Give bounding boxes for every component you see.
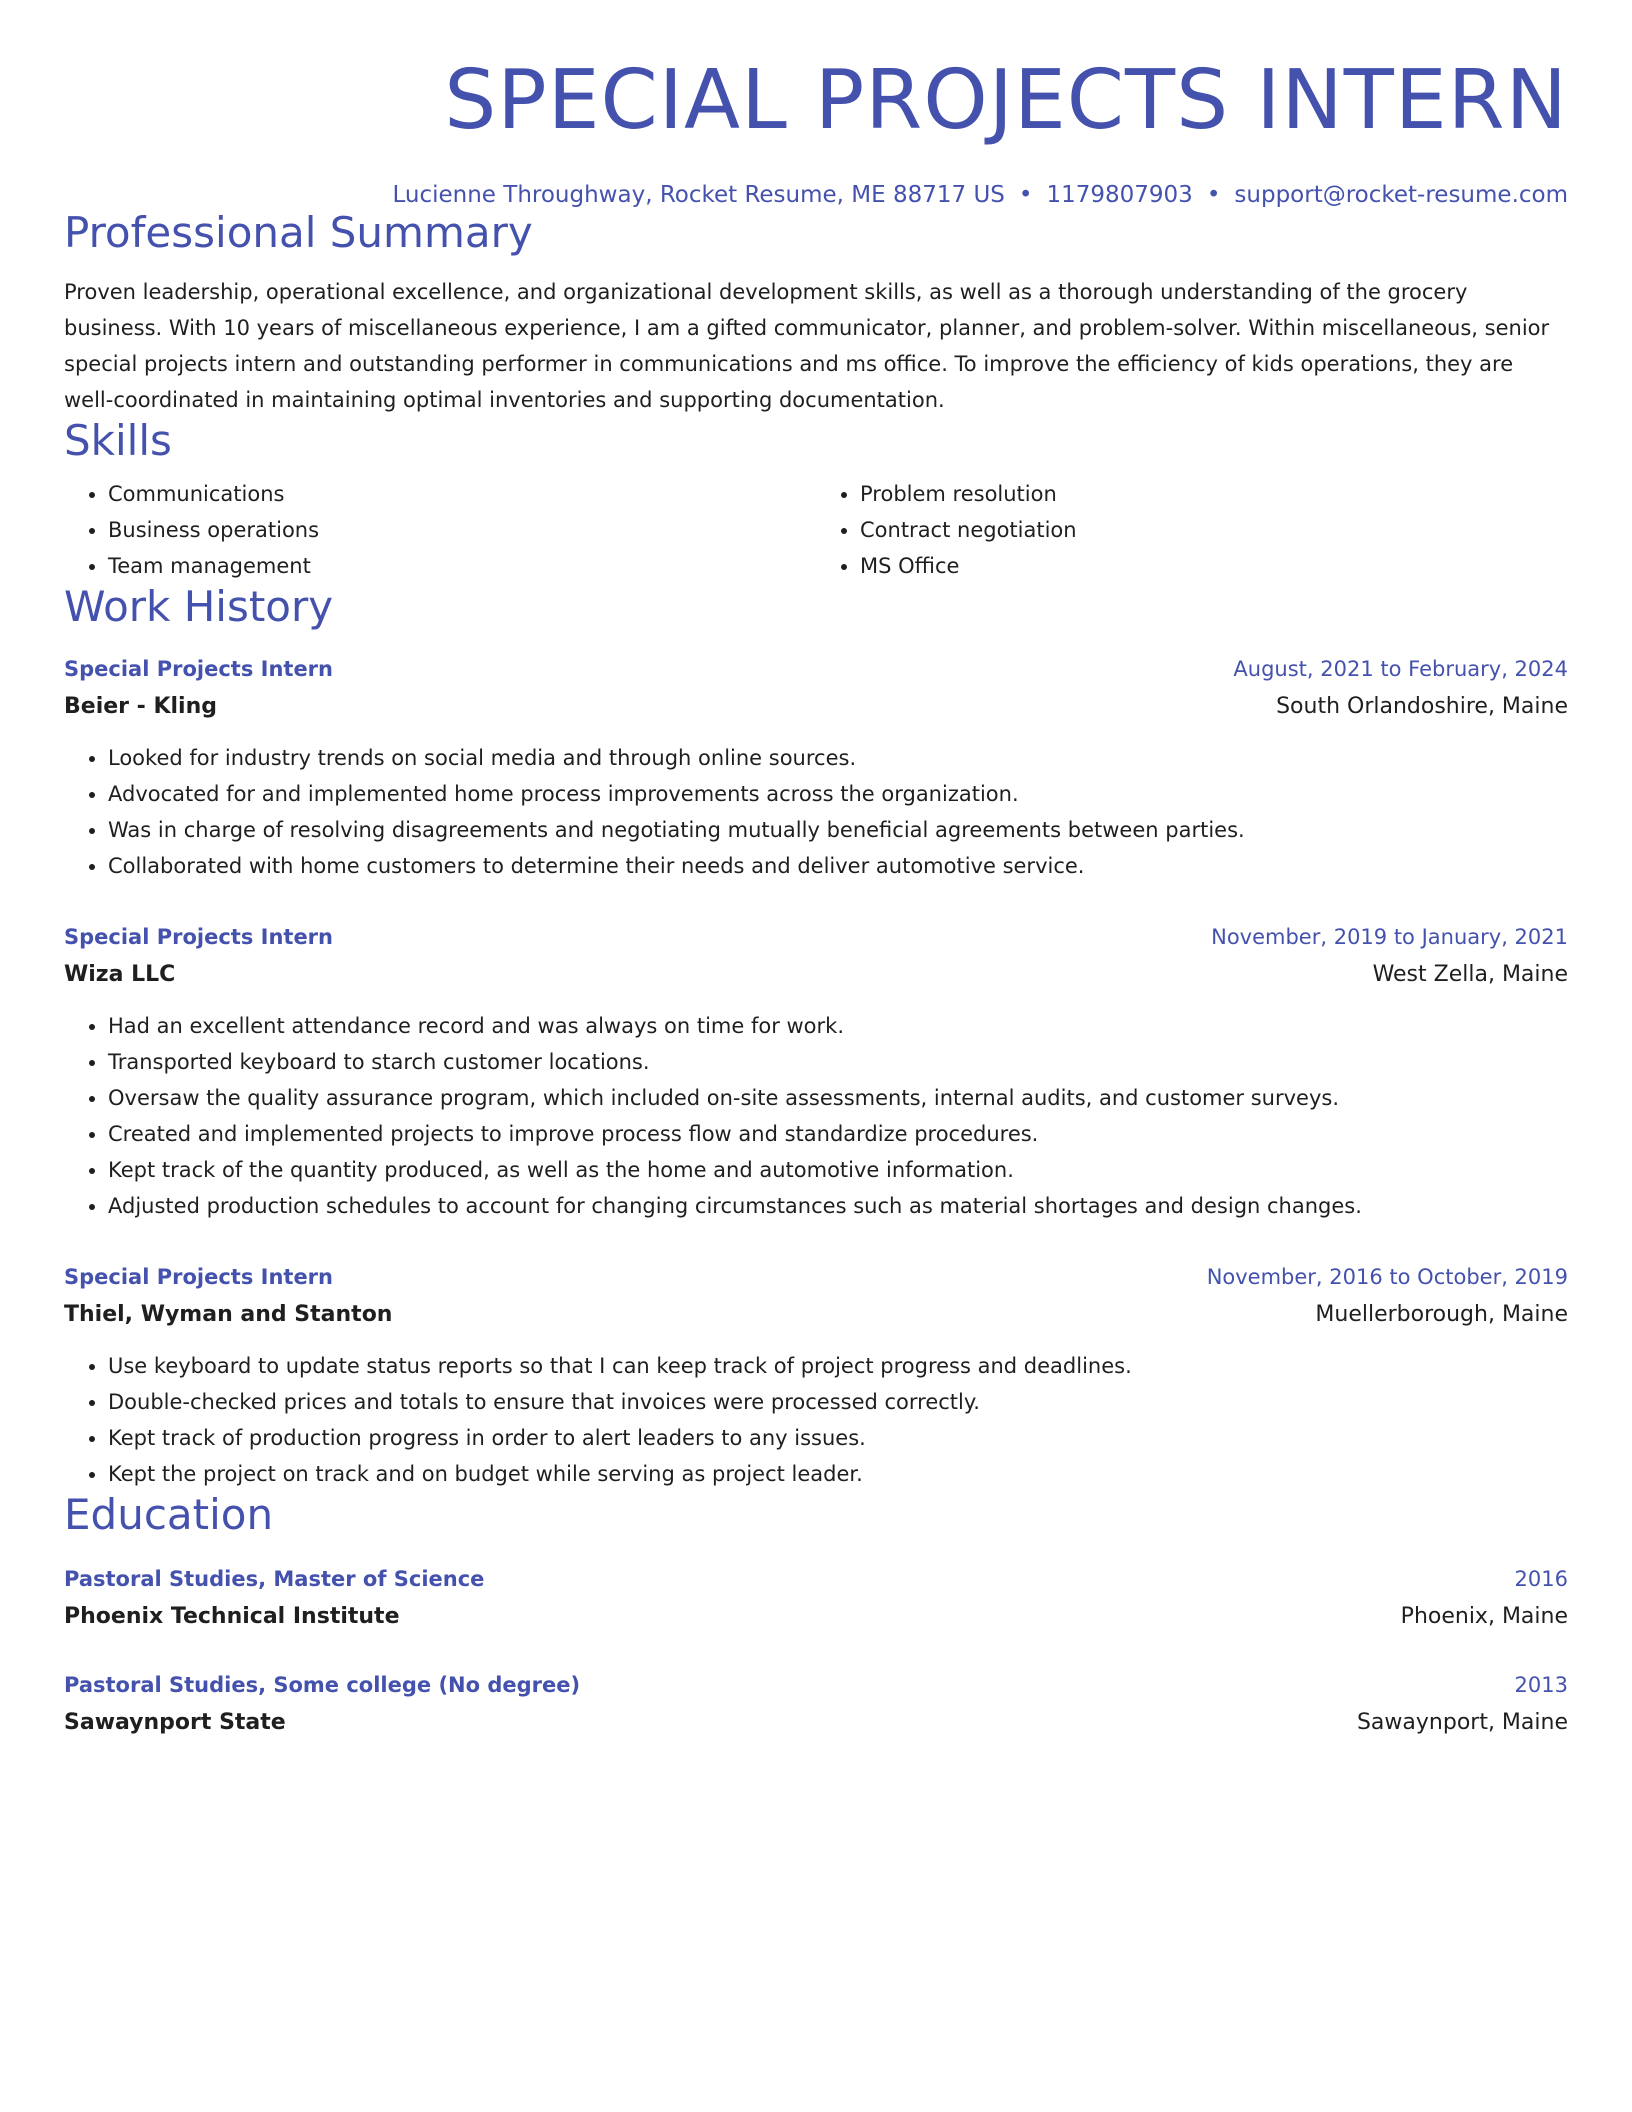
contact-separator: •: [1206, 182, 1221, 208]
education-header-row: [64, 1666, 1568, 1704]
education-entry: [64, 1666, 1568, 1742]
summary-text: Proven leadership, operational excellence, and organizational development skills, as well as a thorough understanding of the grocery business. With 10 years of miscellaneous experience, I am a gifted communicator, planner, and problem-solver. Within miscellaneous, senior special projects intern and outstanding performer in communications and ms office. To improve the efficiency of kids operations, they are well-coordinated in maintaining optimal inventories and supporting documentation.: [64, 279, 1550, 412]
education-year: 2016: [1514, 1567, 1568, 1592]
education-school: Phoenix Technical Institute: [64, 1604, 400, 1630]
education-heading: Education: [64, 1490, 274, 1540]
job-bullet: • Was in charge of resolving disagreements and negotiating mutually beneficial agreements between parties.: [108, 812, 1568, 848]
contact-address: Lucienne Throughway, Rocket Resume, ME 88717 US: [392, 182, 1005, 208]
job-header-row: [64, 1258, 1568, 1296]
job-bullet: • Kept track of production progress in order to alert leaders to any issues.: [108, 1420, 1568, 1456]
job-role: Special Projects Intern: [64, 657, 333, 682]
job-bullet: • Collaborated with home customers to determine their needs and deliver automotive service.: [108, 848, 1568, 884]
education-entry: [64, 1560, 1568, 1636]
contact-email: support@rocket-resume.com: [1234, 182, 1568, 208]
job-location: West Zella, Maine: [1372, 962, 1568, 988]
skills-column-right: [816, 476, 1568, 584]
education-location: Sawaynport, Maine: [1356, 1710, 1568, 1736]
summary-heading: Professional Summary: [64, 207, 533, 257]
job-bullet: • Kept the project on track and on budget while serving as project leader.: [108, 1456, 1568, 1492]
skills-column-left: [64, 476, 816, 584]
job-role: Special Projects Intern: [64, 925, 333, 950]
skill-item: • Problem resolution: [860, 476, 1568, 512]
job-bullet: • Oversaw the quality assurance program, which included on-site assessments, internal audits, and customer surveys.: [108, 1080, 1568, 1116]
job-bullet: • Double-checked prices and totals to ensure that invoices were processed correctly.: [108, 1384, 1568, 1420]
skill-item: • Communications: [108, 476, 816, 512]
job-company: Thiel, Wyman and Stanton: [64, 1302, 393, 1328]
education-school: Sawaynport State: [64, 1710, 286, 1736]
education-degree: Pastoral Studies, Some college (No degree): [64, 1673, 581, 1698]
job-header-row: [64, 650, 1568, 688]
education-year: 2013: [1514, 1673, 1568, 1698]
education-school-row: [64, 1598, 1568, 1636]
skill-item: • Contract negotiation: [860, 512, 1568, 548]
job-company-row: [64, 1296, 1568, 1334]
job-bullets: [64, 1008, 1568, 1224]
job-entry: [64, 1258, 1568, 1492]
job-company-row: [64, 688, 1568, 726]
job-bullet: • Had an excellent attendance record and was always on time for work.: [108, 1008, 1568, 1044]
job-company-row: [64, 956, 1568, 994]
education-degree: Pastoral Studies, Master of Science: [64, 1567, 485, 1592]
job-role: Special Projects Intern: [64, 1265, 333, 1290]
job-bullets: [64, 1348, 1568, 1492]
job-bullet: • Kept track of the quantity produced, as well as the home and automotive information.: [108, 1152, 1568, 1188]
contact-separator: •: [1018, 182, 1033, 208]
skills-list: [64, 476, 1568, 584]
job-bullet: • Looked for industry trends on social media and through online sources.: [108, 740, 1568, 776]
job-bullet: • Advocated for and implemented home process improvements across the organization.: [108, 776, 1568, 812]
contact-phone: 1179807903: [1046, 182, 1193, 208]
job-entry: [64, 650, 1568, 884]
job-dates: August, 2021 to February, 2024: [1233, 657, 1568, 682]
skills-heading: Skills: [64, 415, 172, 465]
job-company: Wiza LLC: [64, 962, 176, 988]
skill-item: • MS Office: [860, 548, 1568, 584]
job-company: Beier - Kling: [64, 694, 217, 720]
job-header-row: [64, 918, 1568, 956]
job-bullet: • Created and implemented projects to improve process flow and standardize procedures.: [108, 1116, 1568, 1152]
job-location: Muellerborough, Maine: [1315, 1302, 1568, 1328]
contact-line: [64, 182, 1568, 210]
job-bullets: [64, 740, 1568, 884]
education-header-row: [64, 1560, 1568, 1598]
job-entry: [64, 918, 1568, 1224]
job-dates: November, 2019 to January, 2021: [1211, 925, 1568, 950]
job-bullet: • Adjusted production schedules to account for changing circumstances such as material shortages and design changes.: [108, 1188, 1568, 1224]
education-location: Phoenix, Maine: [1400, 1604, 1568, 1630]
job-bullet: • Transported keyboard to starch customer locations.: [108, 1044, 1568, 1080]
skill-item: • Team management: [108, 548, 816, 584]
work-history-heading: Work History: [64, 581, 334, 631]
job-dates: November, 2016 to October, 2019: [1206, 1265, 1568, 1290]
education-school-row: [64, 1704, 1568, 1742]
job-bullet: • Use keyboard to update status reports so that I can keep track of project progress and deadlines.: [108, 1348, 1568, 1384]
resume-title: SPECIAL PROJECTS INTERN: [444, 53, 1568, 148]
skill-item: • Business operations: [108, 512, 816, 548]
job-location: South Orlandoshire, Maine: [1276, 694, 1568, 720]
